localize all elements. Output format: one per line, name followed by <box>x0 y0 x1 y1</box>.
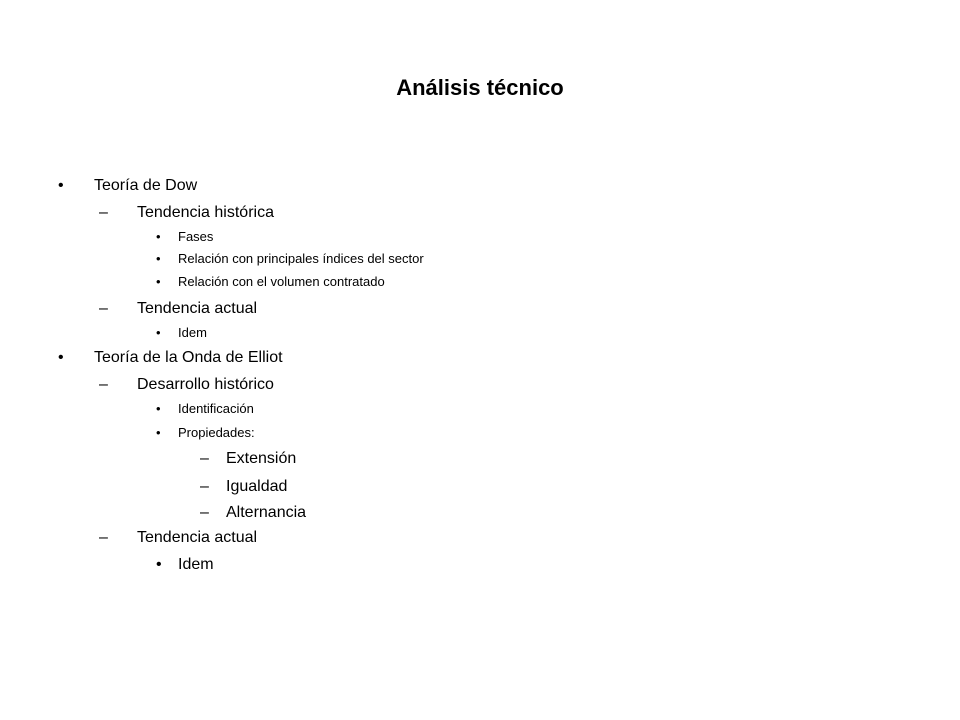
outline-item-text: Extensión <box>226 450 297 467</box>
bullet-marker: • <box>156 556 162 573</box>
bullet-marker: • <box>156 401 161 416</box>
outline-item-level-2 <box>99 375 274 395</box>
bullet-marker: • <box>156 229 161 244</box>
outline-item-level-2 <box>99 299 258 319</box>
bullet-marker: • <box>156 325 161 340</box>
dash-marker: – <box>99 300 108 317</box>
outline-item-level-2 <box>99 203 274 223</box>
outline-item-level-3 <box>156 401 254 417</box>
dash-marker: – <box>99 376 108 393</box>
outline-item-text: Teoría de Dow <box>94 177 198 194</box>
outline-item-text: Idem <box>178 325 207 340</box>
outline-item-level-1 <box>58 348 283 368</box>
dash-marker: – <box>99 204 108 221</box>
bullet-marker: • <box>156 425 161 440</box>
outline-item-level-3 <box>156 325 207 341</box>
outline-item-text: Fases <box>178 229 214 244</box>
outline-item-text: Tendencia histórica <box>137 204 274 221</box>
outline-item-text: Propiedades: <box>178 425 255 440</box>
outline-item-level-4 <box>200 503 307 523</box>
outline-item-level-3 <box>156 555 214 575</box>
outline-item-level-4 <box>200 449 297 469</box>
outline-item-level-2 <box>99 528 258 548</box>
outline-item-text: Relación con principales índices del sector <box>178 251 424 266</box>
outline-item-text: Igualdad <box>226 478 288 495</box>
bullet-marker: • <box>156 251 161 266</box>
bullet-marker: • <box>58 177 64 194</box>
outline-item-text: Idem <box>178 556 214 573</box>
slide-title: Análisis técnico <box>396 75 564 100</box>
outline-item-text: Teoría de la Onda de Elliot <box>94 349 283 366</box>
outline-item-text: Desarrollo histórico <box>137 376 274 393</box>
outline-item-text: Tendencia actual <box>137 300 258 317</box>
outline-item-level-4 <box>200 477 288 497</box>
outline-item-level-3 <box>156 274 385 290</box>
outline-item-level-1 <box>58 176 198 196</box>
bullet-marker: • <box>156 274 161 289</box>
dash-marker: – <box>200 450 209 467</box>
outline-item-text: Alternancia <box>226 504 307 521</box>
outline-item-level-3 <box>156 425 255 441</box>
outline-item-level-3 <box>156 229 214 245</box>
dash-marker: – <box>200 478 209 495</box>
outline-item-text: Relación con el volumen contratado <box>178 274 385 289</box>
dash-marker: – <box>99 529 108 546</box>
outline-item-text: Tendencia actual <box>137 529 258 546</box>
outline-item-text: Identificación <box>178 401 254 416</box>
outline-item-level-3 <box>156 251 424 267</box>
bullet-marker: • <box>58 349 64 366</box>
dash-marker: – <box>200 504 209 521</box>
